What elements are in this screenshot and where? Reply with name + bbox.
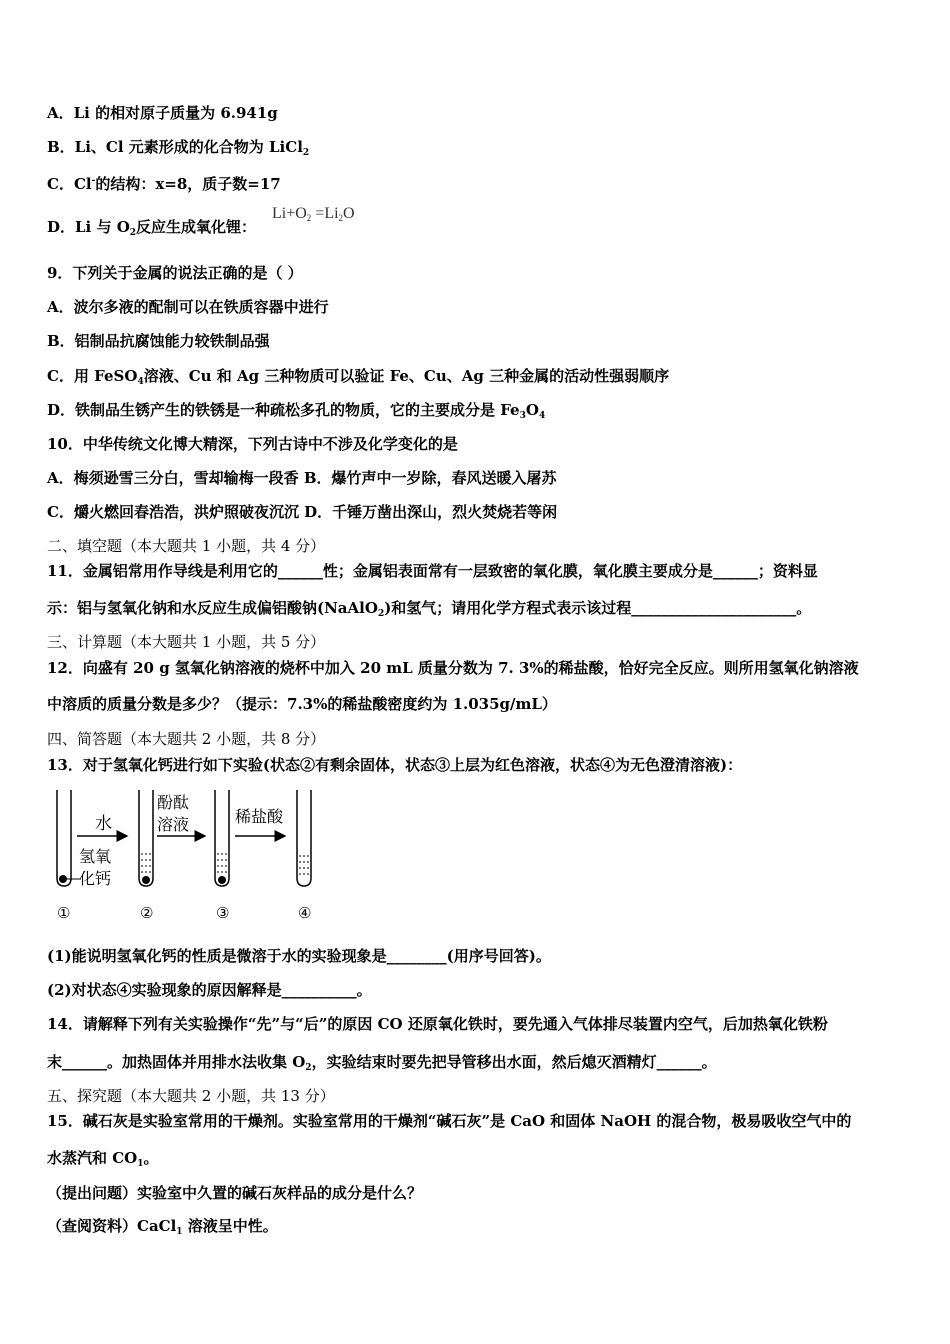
test-tube-2	[139, 790, 153, 886]
q10-options-ab: A．梅须逊雪三分白，雪却输梅一段香 B．爆竹声中一岁除，春风送暖入屠苏	[47, 469, 557, 487]
q15-line-2-sub: 1	[137, 1159, 144, 1169]
q9-option-c-rest: 溶液、Cu 和 Ag 三种物质可以验证 Fe、Cu、Ag 三种金属的活动性强弱顺序	[143, 367, 670, 385]
q15-info-rest: 溶液呈中性。	[182, 1217, 278, 1235]
q15-line-2	[47, 1148, 159, 1174]
q9-stem: 9．下列关于金属的说法正确的是（ ）	[47, 264, 303, 282]
q8-option-d-rest: 反应生成氧化锂：	[136, 218, 257, 236]
q13-stem: 13．对于氢氧化钙进行如下实验(状态②有剩余固体，状态③上层为红色溶液，状态④为无色澄清溶液)：	[47, 756, 743, 774]
q9-option-c-text: C．用 FeSO	[47, 367, 138, 385]
q15-line-2-rest: 。	[143, 1149, 159, 1167]
q15-info-sub: 1	[176, 1227, 183, 1237]
q10-options-cd: C．爝火燃回春浩浩，洪炉照破夜沉沉 D．千锤万凿出深山，烈火焚烧若等闲	[47, 503, 558, 521]
q8-option-c-text: C．Cl	[47, 175, 92, 193]
section-4-heading: 四、简答题（本大题共 2 小题，共 8 分）	[47, 730, 326, 748]
q11-line-2-sub: 2	[377, 609, 385, 619]
label-hcl: 稀盐酸	[235, 807, 284, 826]
q9-option-d-sub1: 3	[519, 411, 526, 421]
q8-option-c-sup: -	[91, 176, 96, 186]
q8-option-d-text: D．Li 与 O	[47, 218, 130, 236]
q9-option-d-sub2: 4	[538, 411, 546, 421]
q12-line-1: 12．向盛有 20 g 氢氧化钠溶液的烧杯中加入 20 mL 质量分数为 7. 3%的稀盐酸，恰好完全反应。则所用氢氧化钠溶液	[47, 659, 859, 677]
state-label-1: ①	[57, 904, 71, 922]
section-5-heading: 五、探究题（本大题共 2 小题，共 13 分）	[47, 1087, 335, 1105]
q9-option-b: B．铝制品抗腐蚀能力较铁制品强	[47, 332, 270, 350]
q8-option-b	[47, 137, 309, 163]
label-ca-hydroxide-2: 化钙	[79, 869, 112, 888]
q10-stem: 10．中华传统文化博大精深，下列古诗中不涉及化学变化的是	[47, 435, 458, 453]
q14-line-2-rest: ，实验结束时要先把导管移出水面，然后熄灭酒精灯______。	[311, 1053, 717, 1071]
q14-line-2-sub: 2	[305, 1063, 312, 1073]
state-label-3: ③	[216, 904, 230, 922]
q8-option-d	[47, 217, 256, 243]
q8-option-d-sub: 2	[129, 228, 137, 238]
q11-line-1: 11．金属铝常用作导线是利用它的______性；金属铝表面常有一层致密的氧化膜，氧化膜主要成分是______；资料显	[47, 562, 818, 580]
q8-option-c	[47, 171, 281, 194]
q8-formula	[272, 205, 355, 223]
q12-line-2: 中溶质的质量分数是多少？（提示：7.3%的稀盐酸密度约为 1.035g/mL）	[47, 695, 557, 713]
formula-part-a: Li+O	[272, 205, 307, 222]
q14-line-2-text: 末______。加热固体并用排水法收集 O	[47, 1053, 306, 1071]
state-label-4: ④	[298, 904, 312, 922]
section-2-heading: 二、填空题（本大题共 1 小题，共 4 分）	[47, 537, 326, 555]
q11-line-2-rest: )和氢气；请用化学方程式表示该过程______________________。	[384, 599, 812, 617]
q15-info	[47, 1216, 278, 1242]
label-water: 水	[95, 814, 112, 834]
q14-line-2	[47, 1052, 717, 1078]
q9-option-c-sub: 4	[137, 377, 144, 387]
formula-part-c: O	[343, 205, 355, 222]
q9-option-d	[47, 400, 545, 426]
label-phenolphthalein-2: 溶液	[157, 815, 190, 834]
test-tube-4	[297, 790, 311, 886]
q8-option-b-text: B．Li、Cl 元素形成的化合物为 LiCl	[47, 138, 303, 156]
label-phenolphthalein-1: 酚酞	[157, 793, 190, 812]
q8-option-a: A．Li 的相对原子质量为 6.941g	[47, 104, 278, 122]
formula-sub-1: 2	[306, 213, 312, 223]
test-tube-figure	[45, 786, 335, 926]
q15-line-1: 15．碱石灰是实验室常用的干燥剂。实验室常用的干燥剂“碱石灰”是 CaO 和固体 NaOH 的混合物，极易吸收空气中的	[47, 1112, 852, 1130]
formula-part-b: =Li	[311, 205, 339, 222]
q9-option-d-text: D．铁制品生锈产生的铁锈是一种疏松多孔的物质，它的主要成分是 Fe	[47, 401, 520, 419]
formula-sub-2: 2	[338, 213, 344, 223]
q11-line-2	[47, 598, 811, 624]
q14-line-1: 14．请解释下列有关实验操作“先”与“后”的原因 CO 还原氧化铁时，要先通入气体排尽装置内空气，后加热氧化铁粉	[47, 1015, 828, 1033]
q9-option-a: A．波尔多液的配制可以在铁质容器中进行	[47, 298, 329, 316]
q11-line-2-text: 示：铝与氢氧化钠和水反应生成偏铝酸钠(NaAlO	[47, 599, 378, 617]
q9-option-d-mid: O	[525, 401, 539, 419]
q8-option-b-sub: 2	[302, 148, 310, 158]
q9-option-c	[47, 366, 669, 392]
q8-option-c-rest: 的结构：x=8，质子数=17	[95, 175, 281, 193]
test-tube-3	[215, 790, 229, 886]
label-ca-hydroxide-1: 氢氧	[79, 847, 112, 866]
q13-subquestion-2: (2)对状态④实验现象的原因解释是__________。	[47, 981, 372, 999]
state-label-2: ②	[140, 904, 154, 922]
q15-line-2-text: 水蒸汽和 CO	[47, 1149, 138, 1167]
q15-question: （提出问题）实验室中久置的碱石灰样品的成分是什么？	[47, 1184, 423, 1202]
q15-info-text: （查阅资料）CaCl	[47, 1217, 177, 1235]
test-tube-1	[57, 790, 71, 886]
q13-subquestion-1: (1)能说明氢氧化钙的性质是微溶于水的实验现象是________(用序号回答)。	[47, 947, 551, 965]
section-3-heading: 三、计算题（本大题共 1 小题，共 5 分）	[47, 633, 326, 651]
